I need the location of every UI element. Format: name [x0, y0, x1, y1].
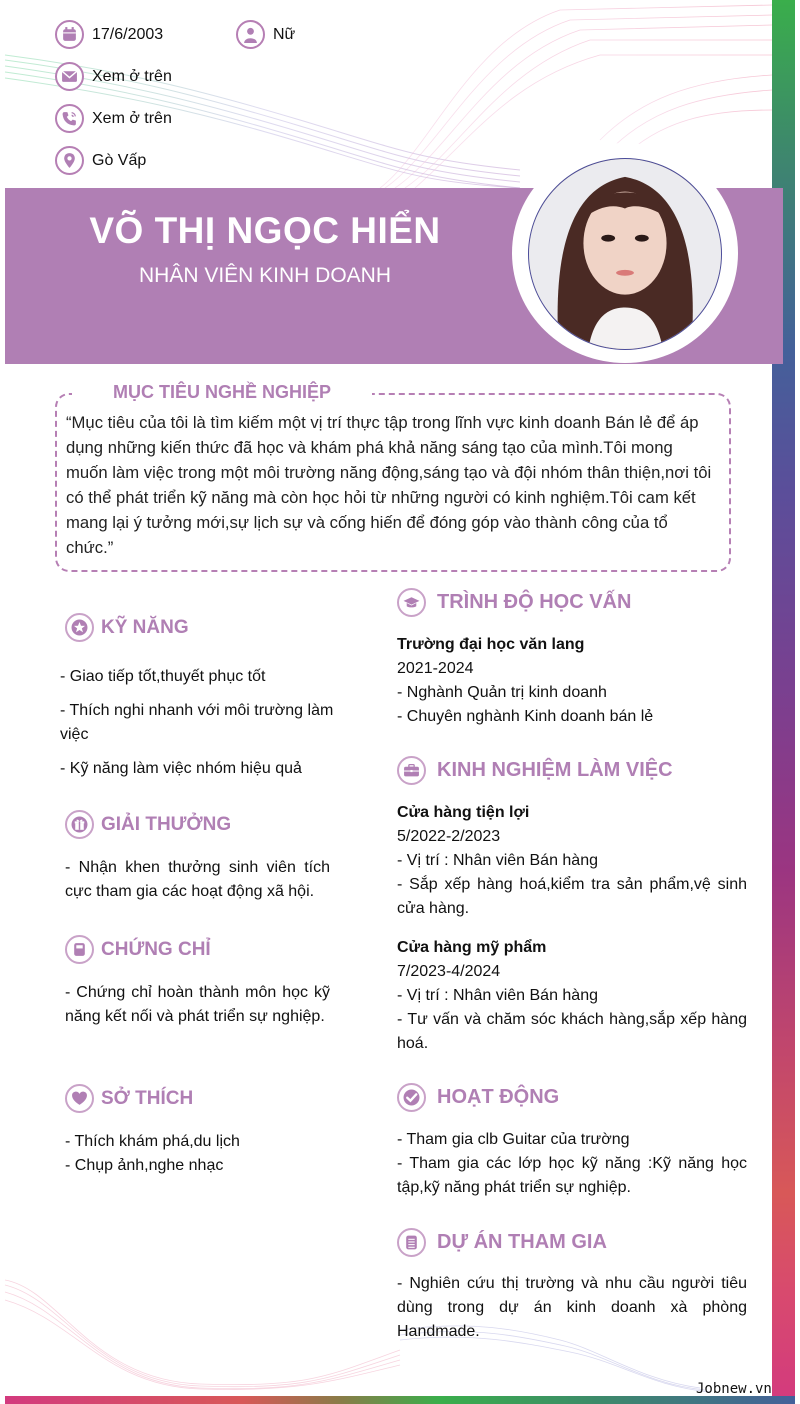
- birthday-value: 17/6/2003: [92, 25, 164, 43]
- skills-title: KỸ NĂNG: [101, 616, 189, 638]
- section-certificates-heading: [65, 935, 211, 964]
- projects-text: - Nghiên cứu thị trường và nhu cầu người tiêu dùng trong dự án kinh doanh xà phòng Handmade.: [397, 1275, 747, 1340]
- skill-item: - Kỹ năng làm việc nhóm hiệu quả: [60, 760, 302, 777]
- contact-email: [55, 62, 172, 91]
- phone-icon: [55, 104, 84, 133]
- star-icon: [65, 613, 94, 642]
- mail-icon: [55, 62, 84, 91]
- contact-gender: [236, 20, 295, 49]
- education-title: TRÌNH ĐỘ HỌC VẤN: [437, 591, 632, 613]
- skill-item: - Thích nghi nhanh với môi trường làm việc: [60, 702, 334, 743]
- address-value: Gò Vấp: [92, 151, 147, 169]
- activity-item: - Tham gia clb Guitar của trường: [397, 1131, 630, 1148]
- avatar-portrait-icon: [529, 159, 721, 349]
- job-position: - Vị trí : Nhân viên Bán hàng: [397, 852, 598, 869]
- person-icon: [236, 20, 265, 49]
- hobby-item: - Thích khám phá,du lịch: [65, 1133, 240, 1150]
- education-item: - Chuyên nghành Kinh doanh bán lẻ: [397, 708, 654, 725]
- document-list-icon: [397, 1228, 426, 1257]
- experience-title: KINH NGHIỆM LÀM VIỆC: [437, 759, 673, 781]
- objective-text: “Mục tiêu của tôi là tìm kiếm một vị trí thực tập trong lĩnh vực kinh doanh Bán lẻ để áp dụng những kiến thức đã học và khám phá khả năng sáng tạo của mình.Tôi mong muốn làm việc trong một môi trường năng động,sáng tạo và đội nhóm thân thiện,nơi tôi có thể phát triển kỹ năng mà còn học hỏi từ những người có kinh nghiệm.Tôi cam kết mang lại ý tưởng mới,sự lịch sự và cống hiến để đóng góp vào thành công của tổ chức.”: [66, 413, 712, 557]
- certificates-text: - Chứng chỉ hoàn thành môn học kỹ năng kết nối và phát triển sự nghiệp.: [65, 984, 330, 1025]
- job-period: 5/2022-2/2023: [397, 828, 501, 845]
- activities-title: HOẠT ĐỘNG: [437, 1086, 560, 1108]
- education-item: - Nghành Quản trị kinh doanh: [397, 684, 607, 701]
- education-period: 2021-2024: [397, 660, 474, 677]
- gender-value: Nữ: [273, 25, 296, 43]
- objective-title: MỤC TIÊU NGHỀ NGHIỆP: [112, 382, 331, 402]
- education-school: Trường đại học văn lang: [397, 636, 585, 653]
- job-company: Cửa hàng mỹ phẩm: [397, 939, 547, 956]
- section-activities-heading: [397, 1083, 559, 1112]
- job-duties: - Tư vấn và chăm sóc khách hàng,sắp xếp hàng hoá.: [397, 1011, 747, 1052]
- skill-item: - Giao tiếp tốt,thuyết phục tốt: [60, 668, 266, 685]
- job-duties: - Sắp xếp hàng hoá,kiểm tra sản phẩm,vệ sinh cửa hàng.: [397, 876, 747, 917]
- bottom-gradient-stripe: [5, 1396, 795, 1404]
- projects-title: DỰ ÁN THAM GIA: [437, 1231, 607, 1253]
- certificate-book-icon: [65, 935, 94, 964]
- graduation-cap-icon: [397, 588, 426, 617]
- job-position: - Vị trí : Nhân viên Bán hàng: [397, 987, 598, 1004]
- awards-title: GIẢI THƯỞNG: [101, 813, 232, 835]
- avatar: [528, 158, 722, 350]
- hobby-item: - Chụp ảnh,nghe nhạc: [65, 1157, 224, 1174]
- awards-text: - Nhận khen thưởng sinh viên tích cực tham gia các hoạt động xã hội.: [65, 859, 330, 900]
- section-hobbies-heading: [65, 1084, 193, 1113]
- briefcase-icon: [397, 756, 426, 785]
- checkmark-icon: [397, 1083, 426, 1112]
- hobbies-title: SỞ THÍCH: [101, 1087, 194, 1109]
- gift-icon: [65, 810, 94, 839]
- phone-value: Xem ở trên: [92, 109, 172, 127]
- activity-item: - Tham gia các lớp học kỹ năng :Kỹ năng học tập,kỹ năng phát triển sự nghiệp.: [397, 1155, 747, 1196]
- job-company: Cửa hàng tiện lợi: [397, 804, 530, 821]
- section-awards-heading: [65, 810, 231, 839]
- email-value: Xem ở trên: [92, 67, 172, 85]
- section-projects-heading: [397, 1228, 607, 1257]
- section-education-heading: [397, 588, 631, 617]
- contact-address: [55, 146, 146, 175]
- certificates-title: CHỨNG CHỈ: [101, 938, 211, 960]
- section-skills-heading: [65, 613, 189, 642]
- contact-phone: [55, 104, 172, 133]
- location-pin-icon: [55, 146, 84, 175]
- job-period: 7/2023-4/2024: [397, 963, 501, 980]
- candidate-name: VÕ THỊ NGỌC HIỂN: [89, 210, 441, 251]
- contact-birthday: [55, 20, 163, 49]
- candidate-role: NHÂN VIÊN KINH DOANH: [138, 264, 392, 287]
- heart-icon: [65, 1084, 94, 1113]
- footer-brand: Jobnew.vn: [696, 1381, 772, 1397]
- calendar-icon: [55, 20, 84, 49]
- section-experience-heading: [397, 756, 673, 785]
